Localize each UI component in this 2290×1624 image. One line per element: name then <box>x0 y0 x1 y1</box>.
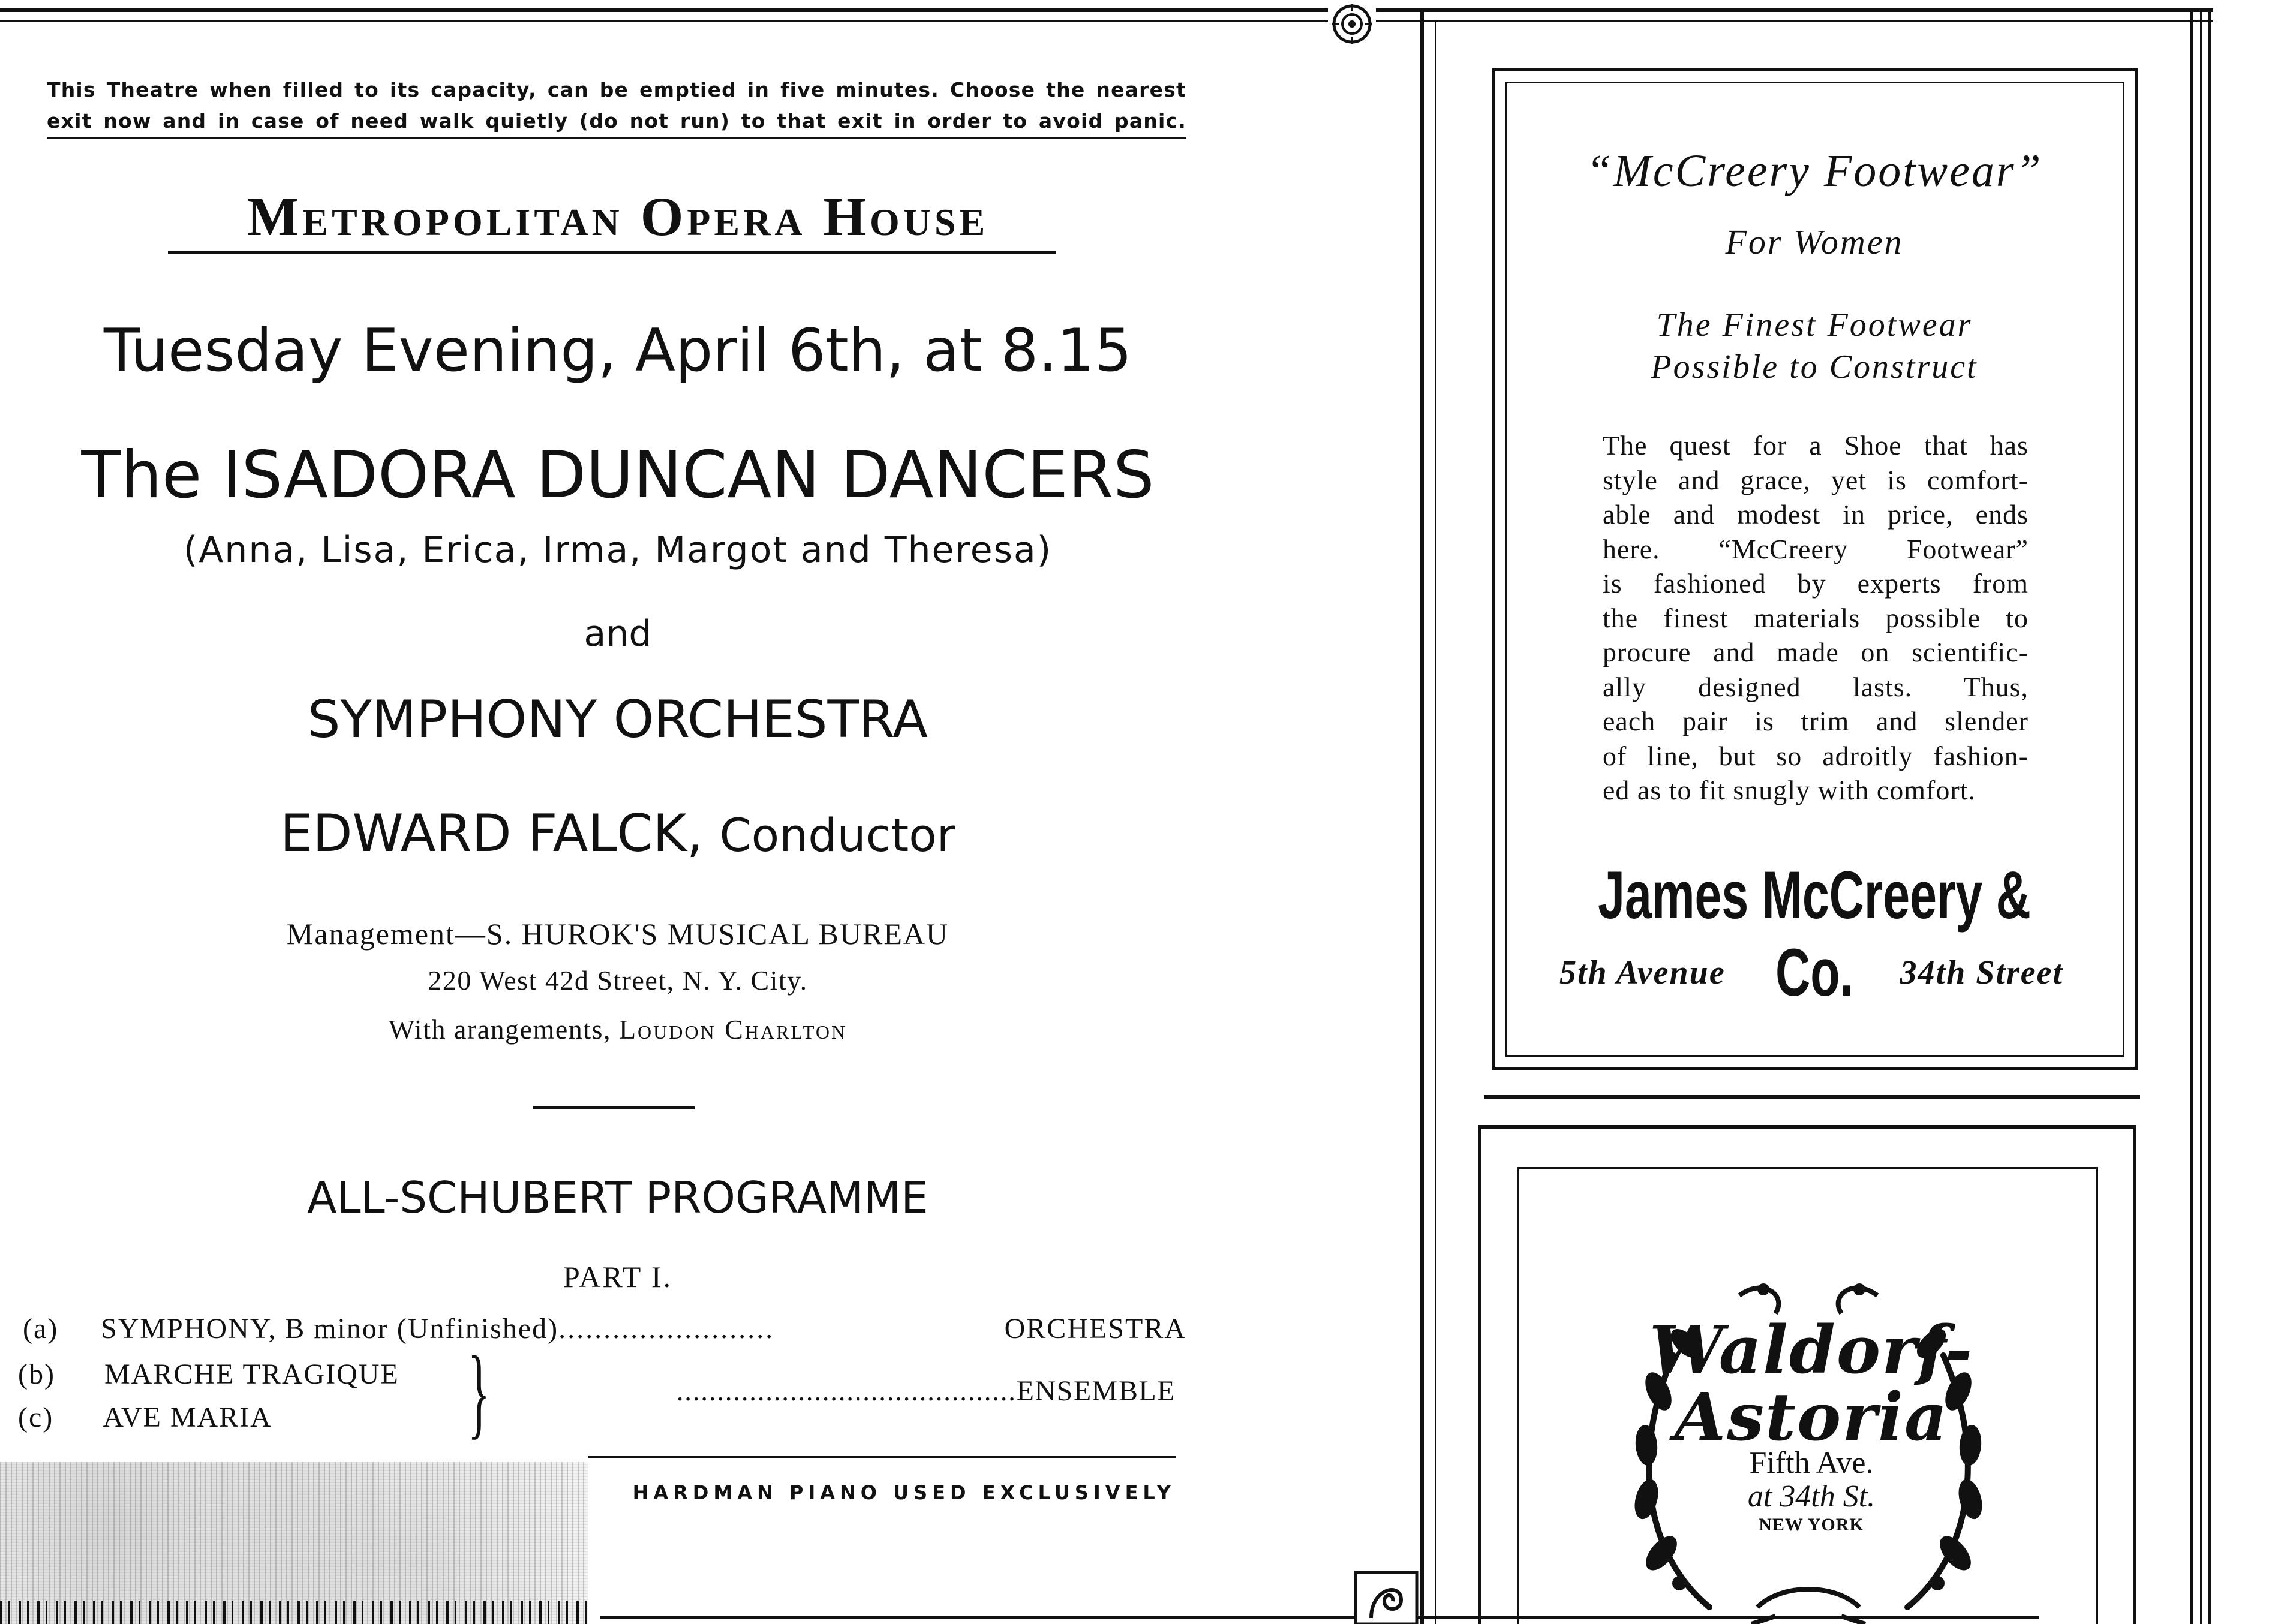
right-border-line-2 <box>2200 8 2202 1624</box>
leader-dots: .......................................... <box>676 1375 1017 1407</box>
waldorf-address-line-1: Fifth Ave. <box>1749 1446 1874 1480</box>
house-title-underline <box>168 251 1056 254</box>
dancers-name: ISADORA DUNCAN DANCERS <box>222 438 1155 513</box>
grouped-performer-line <box>504 1375 1176 1408</box>
body-line: procure and made on scientific- <box>1603 637 2028 667</box>
fire-safety-notice <box>47 74 1186 137</box>
leader-dots: ........................ <box>558 1313 775 1345</box>
frame-top-rule-thin <box>0 20 2213 22</box>
section-divider <box>533 1106 695 1109</box>
dancers-names: (Anna, Lisa, Erica, Irma, Margot and Theresa) <box>183 529 1053 571</box>
arrangements-name: Loudon Charlton <box>618 1014 848 1045</box>
scan-noise-area <box>0 1462 588 1624</box>
dancers-prefix: The <box>81 438 202 513</box>
item-title: AVE MARIA <box>103 1402 272 1433</box>
body-line: of line, but so adroitly fashion- <box>1603 740 2028 771</box>
body-line: ed as to fit snugly with comfort. <box>1603 775 1976 805</box>
programme-item <box>23 1312 1186 1345</box>
conductor-name: EDWARD FALCK, <box>280 804 704 864</box>
item-title: MARCHE TRAGIQUE <box>104 1358 399 1390</box>
waldorf-address-line-2: at 34th St. <box>1747 1479 1876 1514</box>
mccreery-ad-tagline-2: Possible to Construct <box>1651 348 1978 386</box>
body-line: here. “McCreery Footwear” <box>1603 533 2028 564</box>
mccreery-ad-heading: “McCreery Footwear” <box>1586 146 2043 196</box>
performance-date: Tuesday Evening, April 6th, at 8.15 <box>103 317 1132 385</box>
right-border-line-3 <box>2208 8 2211 1624</box>
mccreery-avenue: 5th Avenue <box>1559 954 1726 991</box>
rosette-ornament-icon <box>1327 0 1377 48</box>
item-title: SYMPHONY, B minor (Unfinished) <box>101 1313 559 1345</box>
body-line: able and modest in price, ends <box>1603 499 2028 530</box>
waldorf-name-line-2: Astoria <box>1674 1378 1949 1455</box>
right-border-line-1 <box>2190 8 2193 1624</box>
conductor-line <box>48 804 1188 864</box>
part-title: PART I. <box>563 1260 672 1294</box>
mccreery-company-name: James McCreery & Co. <box>1598 858 2031 1010</box>
body-line: the finest materials possible to <box>1603 602 2028 633</box>
notice-line-2: exit now and in case of need walk quietly (do not run) to that exit in order to avoid panic. <box>47 109 1186 133</box>
grouped-performer: ENSEMBLE <box>1016 1375 1176 1407</box>
column-separator-thick <box>1420 8 1424 1624</box>
dancers-heading <box>24 438 1212 513</box>
item-letter: (a) <box>23 1313 59 1345</box>
mccreery-ad-tagline-1: The Finest Footwear <box>1656 306 1973 344</box>
waldorf-city: NEW YORK <box>1759 1515 1864 1535</box>
frame-top-rule <box>0 8 2213 12</box>
mccreery-street: 34th Street <box>1900 954 2063 991</box>
and-word: and <box>584 613 652 655</box>
arrangements-prefix: With arangements, <box>388 1014 611 1045</box>
body-line: style and grace, yet is comfort- <box>1603 464 2028 495</box>
arrangements-line <box>48 1014 1188 1045</box>
item-letter: (c) <box>18 1402 54 1433</box>
scroll-ornament-icon <box>1353 1570 1419 1624</box>
footer-rule <box>588 1456 1176 1458</box>
piano-credit: HARDMAN PIANO USED EXCLUSIVELY <box>632 1481 1176 1504</box>
mccreery-ad-subheading: For Women <box>1725 222 1904 261</box>
house-title: Metropolitan Opera House <box>247 186 989 247</box>
grouping-brace: } <box>468 1336 490 1448</box>
scan-edge-marks <box>0 1601 588 1624</box>
programme-item <box>18 1401 272 1434</box>
notice-line-1: This Theatre when filled to its capacity, can be emptied in five minutes. Choose the nearest <box>47 78 1186 101</box>
waldorf-ad-top-rule <box>1484 1095 2140 1099</box>
body-line: each pair is trim and slender <box>1603 706 2028 736</box>
item-performer: ORCHESTRA <box>1004 1313 1186 1345</box>
management-address: 220 West 42d Street, N. Y. City. <box>428 965 808 996</box>
waldorf-name-line-1: Waldorf- <box>1649 1311 1974 1388</box>
body-line: is fashioned by experts from <box>1603 568 2028 599</box>
management-line: Management—S. HUROK'S MUSICAL BUREAU <box>286 917 949 951</box>
notice-rule <box>47 137 1186 139</box>
programme-title: ALL-SCHUBERT PROGRAMME <box>307 1172 928 1223</box>
body-line: The quest for a Shoe that has <box>1603 430 2028 461</box>
conductor-role: Conductor <box>719 808 955 862</box>
programme-item <box>18 1358 399 1391</box>
column-separator-thin <box>1435 22 1436 1624</box>
mccreery-ad-body <box>1603 428 2028 808</box>
item-letter: (b) <box>18 1358 55 1390</box>
body-line: ally designed lasts. Thus, <box>1603 671 2028 702</box>
orchestra-heading: SYMPHONY ORCHESTRA <box>307 690 928 750</box>
